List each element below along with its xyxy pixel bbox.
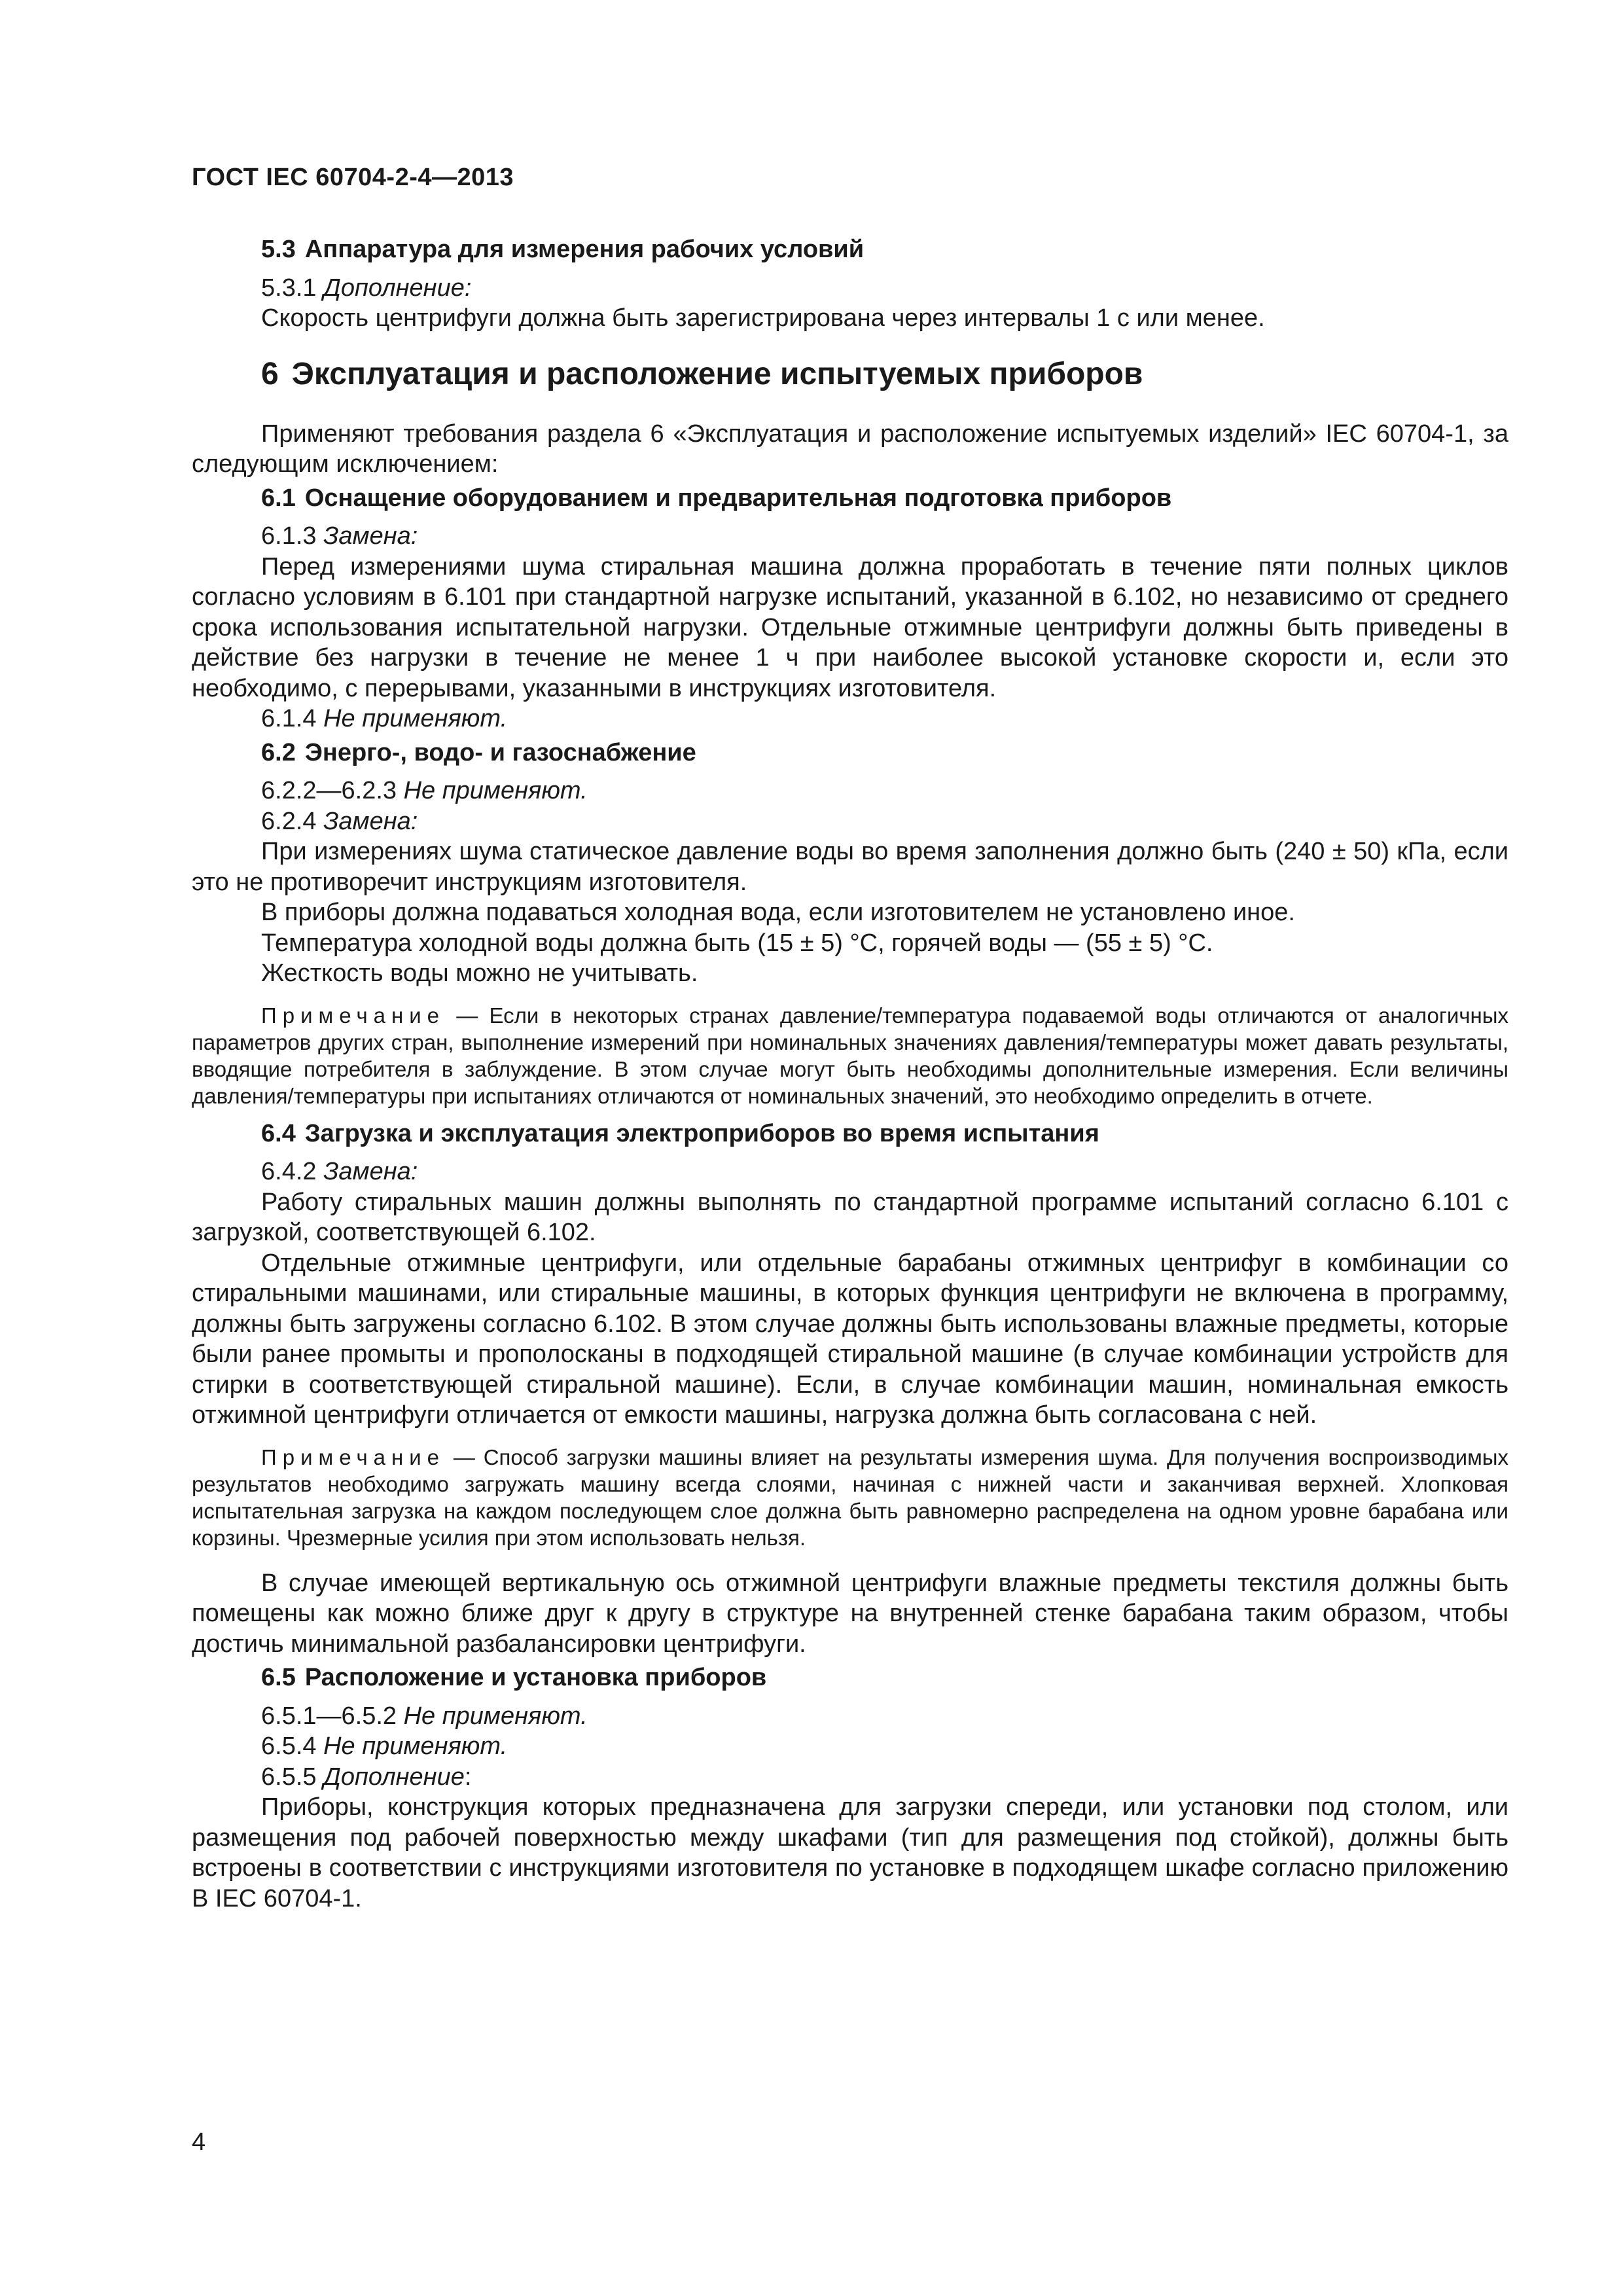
clause-6-4-2 (192, 1157, 1508, 1187)
paragraph: В случае имеющей вертикальную ось отжимной центрифуги влажные предметы текстиля должны быть помещены как можно ближе друг к другу в структуре на внутренней стенке барабана таким образом, чтобы достичь минимальной разбалансировки центрифуги. (192, 1569, 1508, 1658)
clause-number: 6.4.2 (261, 1158, 317, 1185)
subsection-number: 5.3 (261, 236, 296, 263)
subsection-heading-6-5 (192, 1662, 1508, 1693)
subsection-number: 6.2 (261, 738, 296, 766)
clause-5-3-1 (192, 273, 1508, 304)
paragraph: Жесткость воды можно не учитывать. (261, 960, 698, 987)
clause-6-2-4 (192, 806, 1508, 837)
paragraph: Отдельные отжимные центрифуги, или отдельные барабаны отжимных центрифуг в комбинации со стиральными машинами, или стиральные машины, в которых функция центрифуги не включена в программу, должны быть загружены согласно 6.102. В этом случае должны быть использованы влажные предметы, которые были ранее промыты и прополосканы в подходящей стиральной машине (в случае комбинации устройств для стирки в соответствующей стиральной машине). Если, в случае комбинации машин, номинальная емкость отжимной центрифуги отличается от емкости машины, нагрузка должна быть согласована с ней. (192, 1249, 1508, 1429)
clause-label: Дополнение: (323, 274, 472, 302)
paragraph: Температура холодной воды должна быть (15 ± 5) °С, горячей воды — (55 ± 5) °С. (261, 929, 1213, 957)
clause-label: Дополнение (323, 1763, 465, 1791)
paragraph: Применяют требования раздела 6 «Эксплуатация и расположение испытуемых изделий» IEC 60704-1, за следующим исключением: (192, 420, 1508, 478)
clause-number: 6.2.2—6.2.3 (261, 777, 397, 804)
clause-label: Не применяют. (323, 705, 508, 732)
paragraph: Работу стиральных машин должны выполнять по стандартной программе испытаний согласно 6.101 с загрузкой, соответствующей 6.102. (192, 1188, 1508, 1246)
clause-number: 6.1.3 (261, 522, 317, 550)
clause-label: Замена: (323, 522, 418, 550)
clause-6-2-2 (192, 776, 1508, 806)
subsection-heading-6-2 (192, 738, 1508, 768)
clause-label: Замена: (323, 807, 418, 835)
note-text: — Способ загрузки машины влияет на результаты измерения шума. Для получения воспроизводимых результатов необходимо загружать машину всегда слоями, начиная с нижней части и заканчивая верхней. Хлопковая испытательная загрузка на каждом последующем слое должна быть равномерно распределена на одном уровне барабана или корзины. Чрезмерные усилия при этом использовать нельзя. (192, 1444, 1508, 1550)
clause-number: 6.5.1—6.5.2 (261, 1702, 397, 1730)
paragraph: Перед измерениями шума стиральная машина должна проработать в течение пяти полных циклов согласно условиям в 6.101 при стандартной нагрузке испытаний, указанной в 6.102, но независимо от среднего срока использования испытательной нагрузки. Отдельные отжимные центрифуги должны быть приведены в действие без нагрузки в течение не менее 1 ч при наиболее высокой установке скорости и, если это необходимо, с перерывами, указанными в инструкциях изготовителя. (192, 552, 1508, 702)
clause-number: 6.2.4 (261, 807, 317, 835)
subsection-title: Оснащение оборудованием и предварительная подготовка приборов (304, 484, 1172, 512)
clause-colon: : (464, 1763, 472, 1791)
subsection-number: 6.1 (261, 484, 296, 512)
note (192, 1444, 1508, 1551)
note (192, 1002, 1508, 1109)
subsection-title: Аппаратура для измерения рабочих условий (304, 236, 865, 263)
paragraph: Приборы, конструкция которых предназначена для загрузки спереди, или установки под столом, или размещения под рабочей поверхностью между шкафами (тип для размещения под стойкой), должны быть встроены в соответствии с инструкциями изготовителя по установке в подходящем шкафе согласно приложению В IEC 60704-1. (192, 1793, 1508, 1912)
clause-number: 6.5.5 (261, 1763, 317, 1791)
subsection-title: Расположение и установка приборов (304, 1664, 767, 1691)
clause-label: Замена: (323, 1158, 418, 1185)
clause-label: Не применяют. (323, 1732, 508, 1760)
section-title: Эксплуатация и расположение испытуемых приборов (291, 356, 1143, 391)
subsection-number: 6.4 (261, 1119, 296, 1147)
subsection-heading-5-3 (192, 234, 1508, 265)
clause-6-5-4 (192, 1731, 1508, 1762)
document-body (192, 231, 1508, 1914)
clause-6-5-5 (192, 1762, 1508, 1793)
subsection-title: Загрузка и эксплуатация электроприборов во время испытания (304, 1119, 1099, 1147)
section-heading-6 (192, 355, 1508, 394)
subsection-heading-6-1 (192, 483, 1508, 514)
clause-6-1-4 (192, 704, 1508, 734)
clause-number: 5.3.1 (261, 274, 317, 302)
note-label: Примечание (261, 1003, 446, 1028)
clause-number: 6.1.4 (261, 705, 317, 732)
section-number: 6 (261, 356, 279, 391)
clause-label: Не применяют. (403, 1702, 588, 1730)
subsection-heading-6-4 (192, 1119, 1508, 1149)
document-code: ГОСТ IEC 60704-2-4—2013 (192, 164, 514, 191)
clause-6-5-1 (192, 1701, 1508, 1732)
clause-number: 6.5.4 (261, 1732, 317, 1760)
subsection-number: 6.5 (261, 1664, 296, 1691)
subsection-title: Энерго-, водо- и газоснабжение (304, 738, 696, 766)
clause-label: Не применяют. (403, 777, 588, 804)
note-text: — Если в некоторых странах давление/температура подаваемой воды отличаются от аналогичных параметров других стран, выполнение измерений при номинальных значениях давления/температуры может давать результаты, вводящие потребителя в заблуждение. В этом случае могут быть необходимы дополнительные измерения. Если величины давления/температуры при испытаниях отличаются от номинальных значений, это необходимо определить в отчете. (192, 1003, 1508, 1108)
paragraph: При измерениях шума статическое давление воды во время заполнения должно быть (240 ± 50) кПа, если это не противоречит инструкциям изготовителя. (192, 838, 1508, 896)
note-label: Примечание (261, 1444, 446, 1469)
clause-6-1-3 (192, 521, 1508, 552)
page-number: 4 (192, 2128, 206, 2156)
paragraph: В приборы должна подаваться холодная вода, если изготовителем не установлено иное. (261, 899, 1295, 926)
paragraph: Скорость центрифуги должна быть зарегистрирована через интервалы 1 с или менее. (261, 304, 1265, 332)
